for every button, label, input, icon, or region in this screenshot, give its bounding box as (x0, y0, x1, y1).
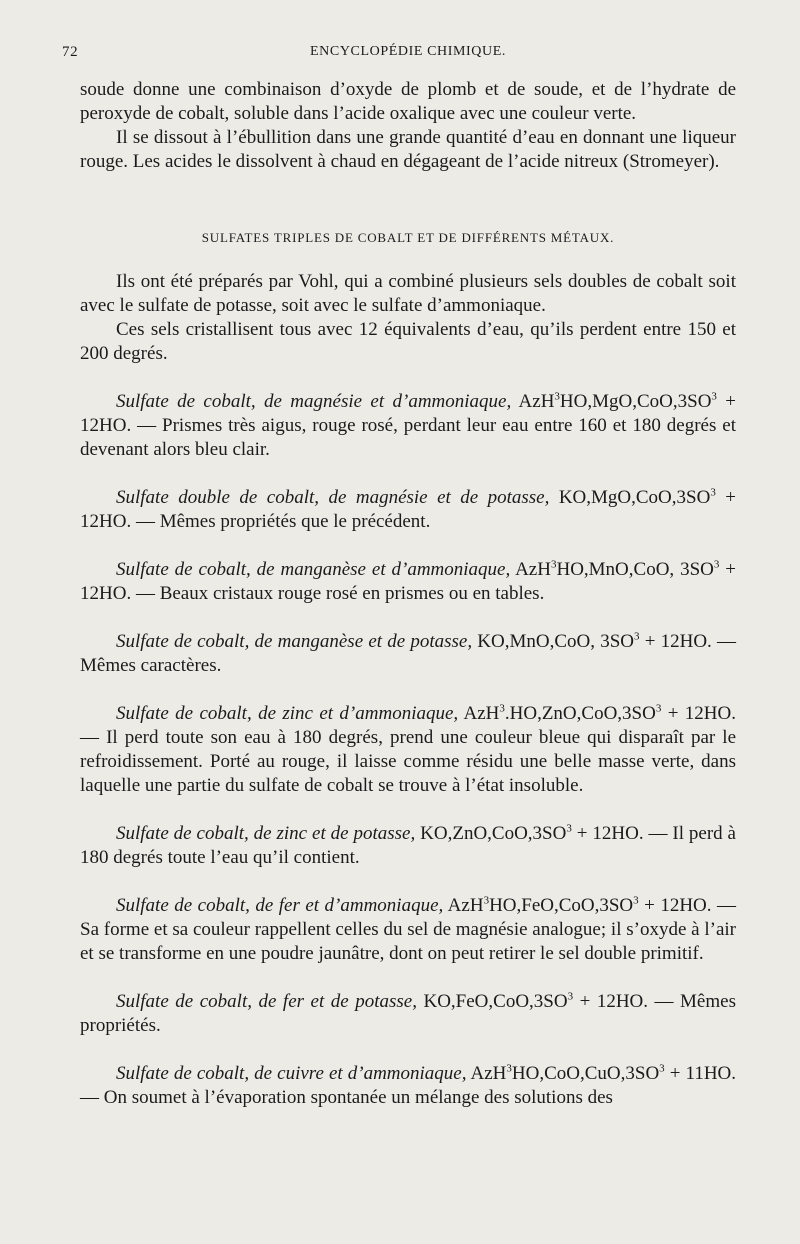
running-title: ENCYCLOPÉDIE CHIMIQUE. (310, 44, 506, 59)
entry-superscript: 3 (711, 390, 717, 403)
page-number: 72 (62, 44, 79, 60)
entry-name: Sulfate de cobalt, de fer et d’ammoniaque, (116, 895, 444, 916)
entry-superscript: 3 (634, 630, 640, 643)
entry-superscript: 3 (554, 390, 560, 403)
entry-superscript: 3 (499, 702, 505, 715)
running-head (62, 44, 736, 68)
entry-mn-potassium (80, 630, 736, 678)
entry-formula: HO,CoO,CuO,3SO (511, 1063, 660, 1084)
entry-formula: AzH (511, 391, 555, 412)
intro-paragraph-2: Il se dissout à l’ébullition dans une grande quantité d’eau en donnant une liqueur rouge. Les acides le dissolvent à chaud en dégageant de l’acide nitreux (Stromeyer). (80, 127, 736, 172)
entry-name: Sulfate de cobalt, de zinc et d’ammoniaque, (116, 703, 459, 724)
entry-formula: KO,MgO,CoO,3SO (549, 487, 711, 508)
section-title: SULFATES TRIPLES DE COBALT ET DE DIFFÉRENTS MÉTAUX. (201, 230, 615, 245)
entry-name: Sulfate de cobalt, de cuivre et d’ammoniaque, (116, 1063, 467, 1084)
entry-superscript: 3 (655, 702, 662, 715)
entry-text: + 11HO. — On soumet à l’évaporation spontanée un mélange des solutions des (80, 1063, 737, 1108)
entry-text: + 12HO. — Mêmes propriétés que le précédent. (80, 487, 736, 532)
entry-formula: KO,FeO,CoO,3SO (416, 991, 568, 1012)
entry-name: Sulfate de cobalt, de zinc et de potasse, (116, 823, 416, 844)
entry-formula: HO,MgO,CoO,3SO (559, 391, 712, 412)
entry-superscript: 3 (713, 558, 720, 571)
section-paragraph-2: Ces sels cristallisent tous avec 12 équivalents d’eau, qu’ils perdent entre 150 et 200 degrés. (80, 319, 736, 364)
entry-formula: HO,FeO,CoO,3SO (489, 895, 634, 916)
entry-zn-ammonium (80, 702, 736, 798)
entry-formula: .HO,ZnO,CoO,3SO (504, 703, 656, 724)
entry-text: + 12HO. — Mêmes propriétés. (80, 991, 736, 1036)
entry-name: Sulfate de cobalt, de magnésie et d’ammoniaque, (116, 391, 512, 412)
entry-text: + 12HO. — Beaux cristaux rouge rosé en prismes ou en tables. (80, 559, 736, 604)
entry-text: + 12HO. — Prismes très aigus, rouge rosé, perdant leur eau entre 160 et 180 degrés et devenant alors bleu clair. (80, 391, 736, 460)
entry-cu-ammonium (80, 1062, 736, 1110)
entry-mn-ammonium (80, 558, 736, 606)
entry-mg-potassium (80, 486, 736, 534)
entry-superscript: 3 (566, 822, 572, 835)
entry-fe-ammonium (80, 894, 736, 966)
entry-name: Sulfate double de cobalt, de magnésie et de potasse, (116, 487, 550, 508)
entry-fe-potassium (80, 990, 736, 1038)
entry-formula: HO,MnO,CoO, 3SO (556, 559, 714, 580)
entry-formula: KO,ZnO,CoO,3SO (415, 823, 567, 844)
section-paragraph-1: Ils ont été préparés par Vohl, qui a combiné plusieurs sels doubles de cobalt soit avec le sulfate de potasse, soit avec le sulfate d’ammoniaque. (80, 271, 736, 316)
entry-zn-potassium (80, 822, 736, 870)
entry-formula: KO,MnO,CoO, 3SO (472, 631, 634, 652)
entry-superscript: 3 (633, 894, 639, 907)
entry-superscript: 3 (550, 558, 557, 571)
entry-formula: AzH (443, 895, 484, 916)
entry-name: Sulfate de cobalt, de manganèse et de potasse, (116, 631, 473, 652)
entry-formula: AzH (458, 703, 500, 724)
entry-text: + 12HO. — Mêmes caractères. (80, 631, 736, 676)
entry-superscript: 3 (710, 486, 716, 499)
entry-superscript: 3 (483, 894, 490, 907)
entry-mg-ammonium (80, 390, 736, 462)
entry-text: + 12HO. — Sa forme et sa couleur rappellent celles du sel de magnésie analogue; il s’oxyde à l’air et se transforme en une poudre jaunâtre, dont on peut retirer le sel double primitif. (80, 895, 736, 964)
entry-superscript: 3 (506, 1062, 512, 1075)
entry-name: Sulfate de cobalt, de manganèse et d’ammoniaque, (116, 559, 511, 580)
entry-formula: AzH (466, 1063, 507, 1084)
entry-superscript: 3 (567, 990, 574, 1003)
intro-paragraph-1: soude donne une combinaison d’oxyde de plomb et de soude, et de l’hydrate de peroxyde de cobalt, soluble dans l’acide oxalique avec une couleur verte. (80, 79, 736, 124)
entry-text: + 12HO. — Il perd toute son eau à 180 degrés, prend une couleur bleue qui disparaît par le refroidissement. Porté au rouge, il laisse comme résidu une belle masse verte, dans laquelle une partie du sulfate de cobalt se trouve à l’état insoluble. (80, 703, 736, 796)
entry-formula: AzH (510, 559, 551, 580)
entry-text: + 12HO. — Il perd à 180 degrés toute l’eau qu’il contient. (80, 823, 736, 868)
entry-superscript: 3 (659, 1062, 665, 1075)
entry-name: Sulfate de cobalt, de fer et de potasse, (116, 991, 417, 1012)
